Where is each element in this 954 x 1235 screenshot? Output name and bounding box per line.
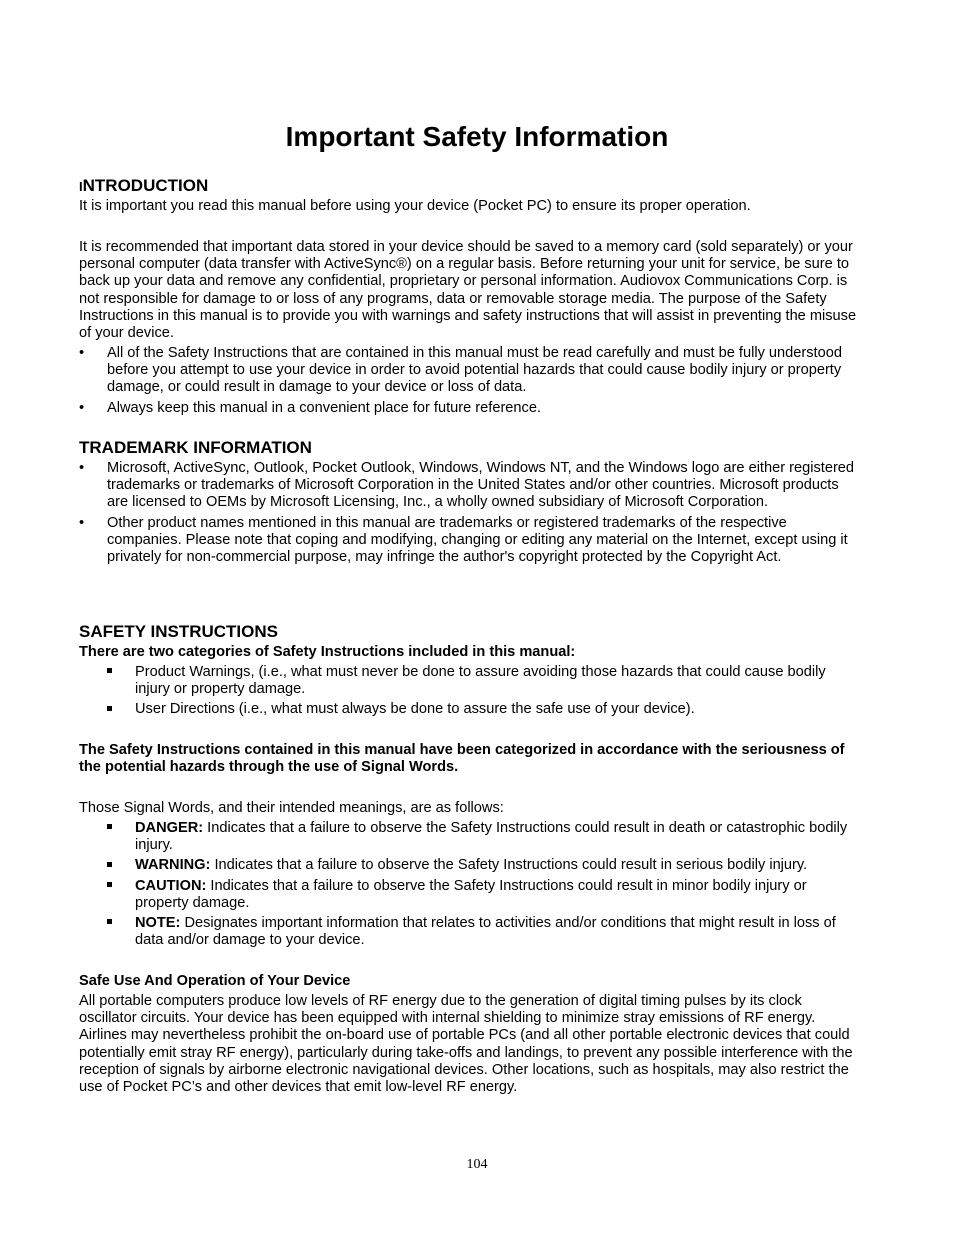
square-bullet-icon: [107, 664, 117, 681]
list-item: Product Warnings, (i.e., what must never be done to assure avoiding those hazards that could cause bodily injury or property damage.: [79, 664, 863, 698]
signal-word: WARNING:: [135, 857, 211, 874]
signal-item-caution: CAUTION: Indicates that a failure to observe the Safety Instructions could result in minor bodily injury or property damage.: [79, 878, 863, 912]
introduction-bullet-list: [79, 345, 863, 420]
signal-word: NOTE:: [135, 915, 181, 932]
bullet-icon: •: [79, 399, 85, 416]
safety-heading: SAFETY INSTRUCTIONS: [79, 622, 278, 641]
signal-item-note: NOTE: Designates important information that relates to activities and/or conditions that might result in loss of data and/or damage to your device.: [79, 915, 863, 949]
list-item: • Always keep this manual in a convenient place for future reference.: [79, 399, 542, 416]
page-title: Important Safety Information: [285, 121, 669, 152]
list-item: • Microsoft, ActiveSync, Outlook, Pocket Outlook, Windows, Windows NT, and the Windows logo are either registered trademarks or trademarks of Microsoft Corporation in the United States and/or other countries. Microsoft products are licensed to OEMs by Microsoft Licensing, Inc., a wholly owned subsidiary of Microsoft Corporation.: [79, 460, 855, 511]
safety-categorized-note: The Safety Instructions contained in this manual have been categorized in accordance with the seriousness of the potential hazards through the use of Signal Words.: [79, 742, 845, 776]
bullet-icon: •: [79, 345, 85, 361]
trademark-heading: TRADEMARK INFORMATION: [79, 438, 312, 457]
square-bullet-icon: [107, 820, 117, 837]
safe-use-heading: Safe Use And Operation of Your Device: [79, 973, 351, 989]
introduction-heading-initial: I: [79, 179, 83, 194]
bullet-icon: •: [79, 514, 85, 531]
square-bullet-icon: [107, 878, 117, 895]
signal-item-danger: DANGER: Indicates that a failure to observe the Safety Instructions could result in death or catastrophic bodily injury.: [79, 820, 863, 854]
introduction-paragraph-2: It is recommended that important data stored in your device should be saved to a memory card (sold separately) or your personal computer (data transfer with ActiveSync®) on a regular basis. Before returning your unit for service, be sure to back up your data and remove any confidential, proprietary or personal information. Audiovox Communications Corp. is not responsible for damage to or loss of any programs, data or removable storage media. The purpose of the Safety Instructions in this manual is to provide you with warnings and safety instructions that will assist in preventing the misuse of your device.: [79, 239, 857, 342]
square-bullet-icon: [107, 701, 117, 718]
introduction-paragraph-1: It is important you read this manual before using your device (Pocket PC) to ensure its proper operation.: [79, 198, 751, 214]
trademark-bullet-list: [79, 460, 863, 569]
square-bullet-icon: [107, 857, 117, 874]
safety-categories-intro: There are two categories of Safety Instructions included in this manual:: [79, 644, 576, 660]
introduction-heading: [79, 176, 208, 197]
list-item: • Other product names mentioned in this manual are trademarks or registered trademarks of the respective companies. Please note that coping and modifying, changing or editing any material on the Internet, except using it privately for non-commercial purpose, may infringe the author's copyright protected by the Copyright Act.: [79, 514, 848, 566]
signal-word: DANGER:: [135, 820, 204, 836]
signal-word: CAUTION:: [135, 877, 207, 894]
signal-item-warning: WARNING: Indicates that a failure to observe the Safety Instructions could result in serious bodily injury.: [79, 857, 863, 874]
list-item: • All of the Safety Instructions that are contained in this manual must be read carefully and must be fully understood before you attempt to use your device in order to avoid potential hazards that could cause bodily injury or property damage, or could result in damage to your device or loss of data.: [79, 345, 842, 396]
square-bullet-icon: [107, 915, 117, 932]
list-item: User Directions (i.e., what must always be done to assure the safe use of your device).: [79, 701, 863, 718]
signal-words-intro: Those Signal Words, and their intended meanings, are as follows:: [79, 800, 504, 816]
bullet-icon: •: [79, 460, 85, 476]
page-number: 104: [466, 1157, 488, 1172]
signal-words-list: [79, 820, 863, 952]
safe-use-paragraph: All portable computers produce low levels of RF energy due to the generation of digital timing pulses by its clock oscillator circuits. Your device has been equipped with internal shielding to minimize stray emissions of RF energy. Airlines may nevertheless prohibit the on-board use of portable PCs (and all other portable electronic devices that could potentially emit stray RF energy), particularly during take-offs and landings, to prevent any possible interference with the reception of signals by airborne electronic navigational devices. Other locations, such as hospitals, may also restrict the use of Pocket PC’s and other devices that emit low-level RF energy.: [79, 993, 853, 1096]
introduction-heading-rest: NTRODUCTION: [82, 176, 209, 195]
safety-categories-list: [79, 664, 863, 722]
